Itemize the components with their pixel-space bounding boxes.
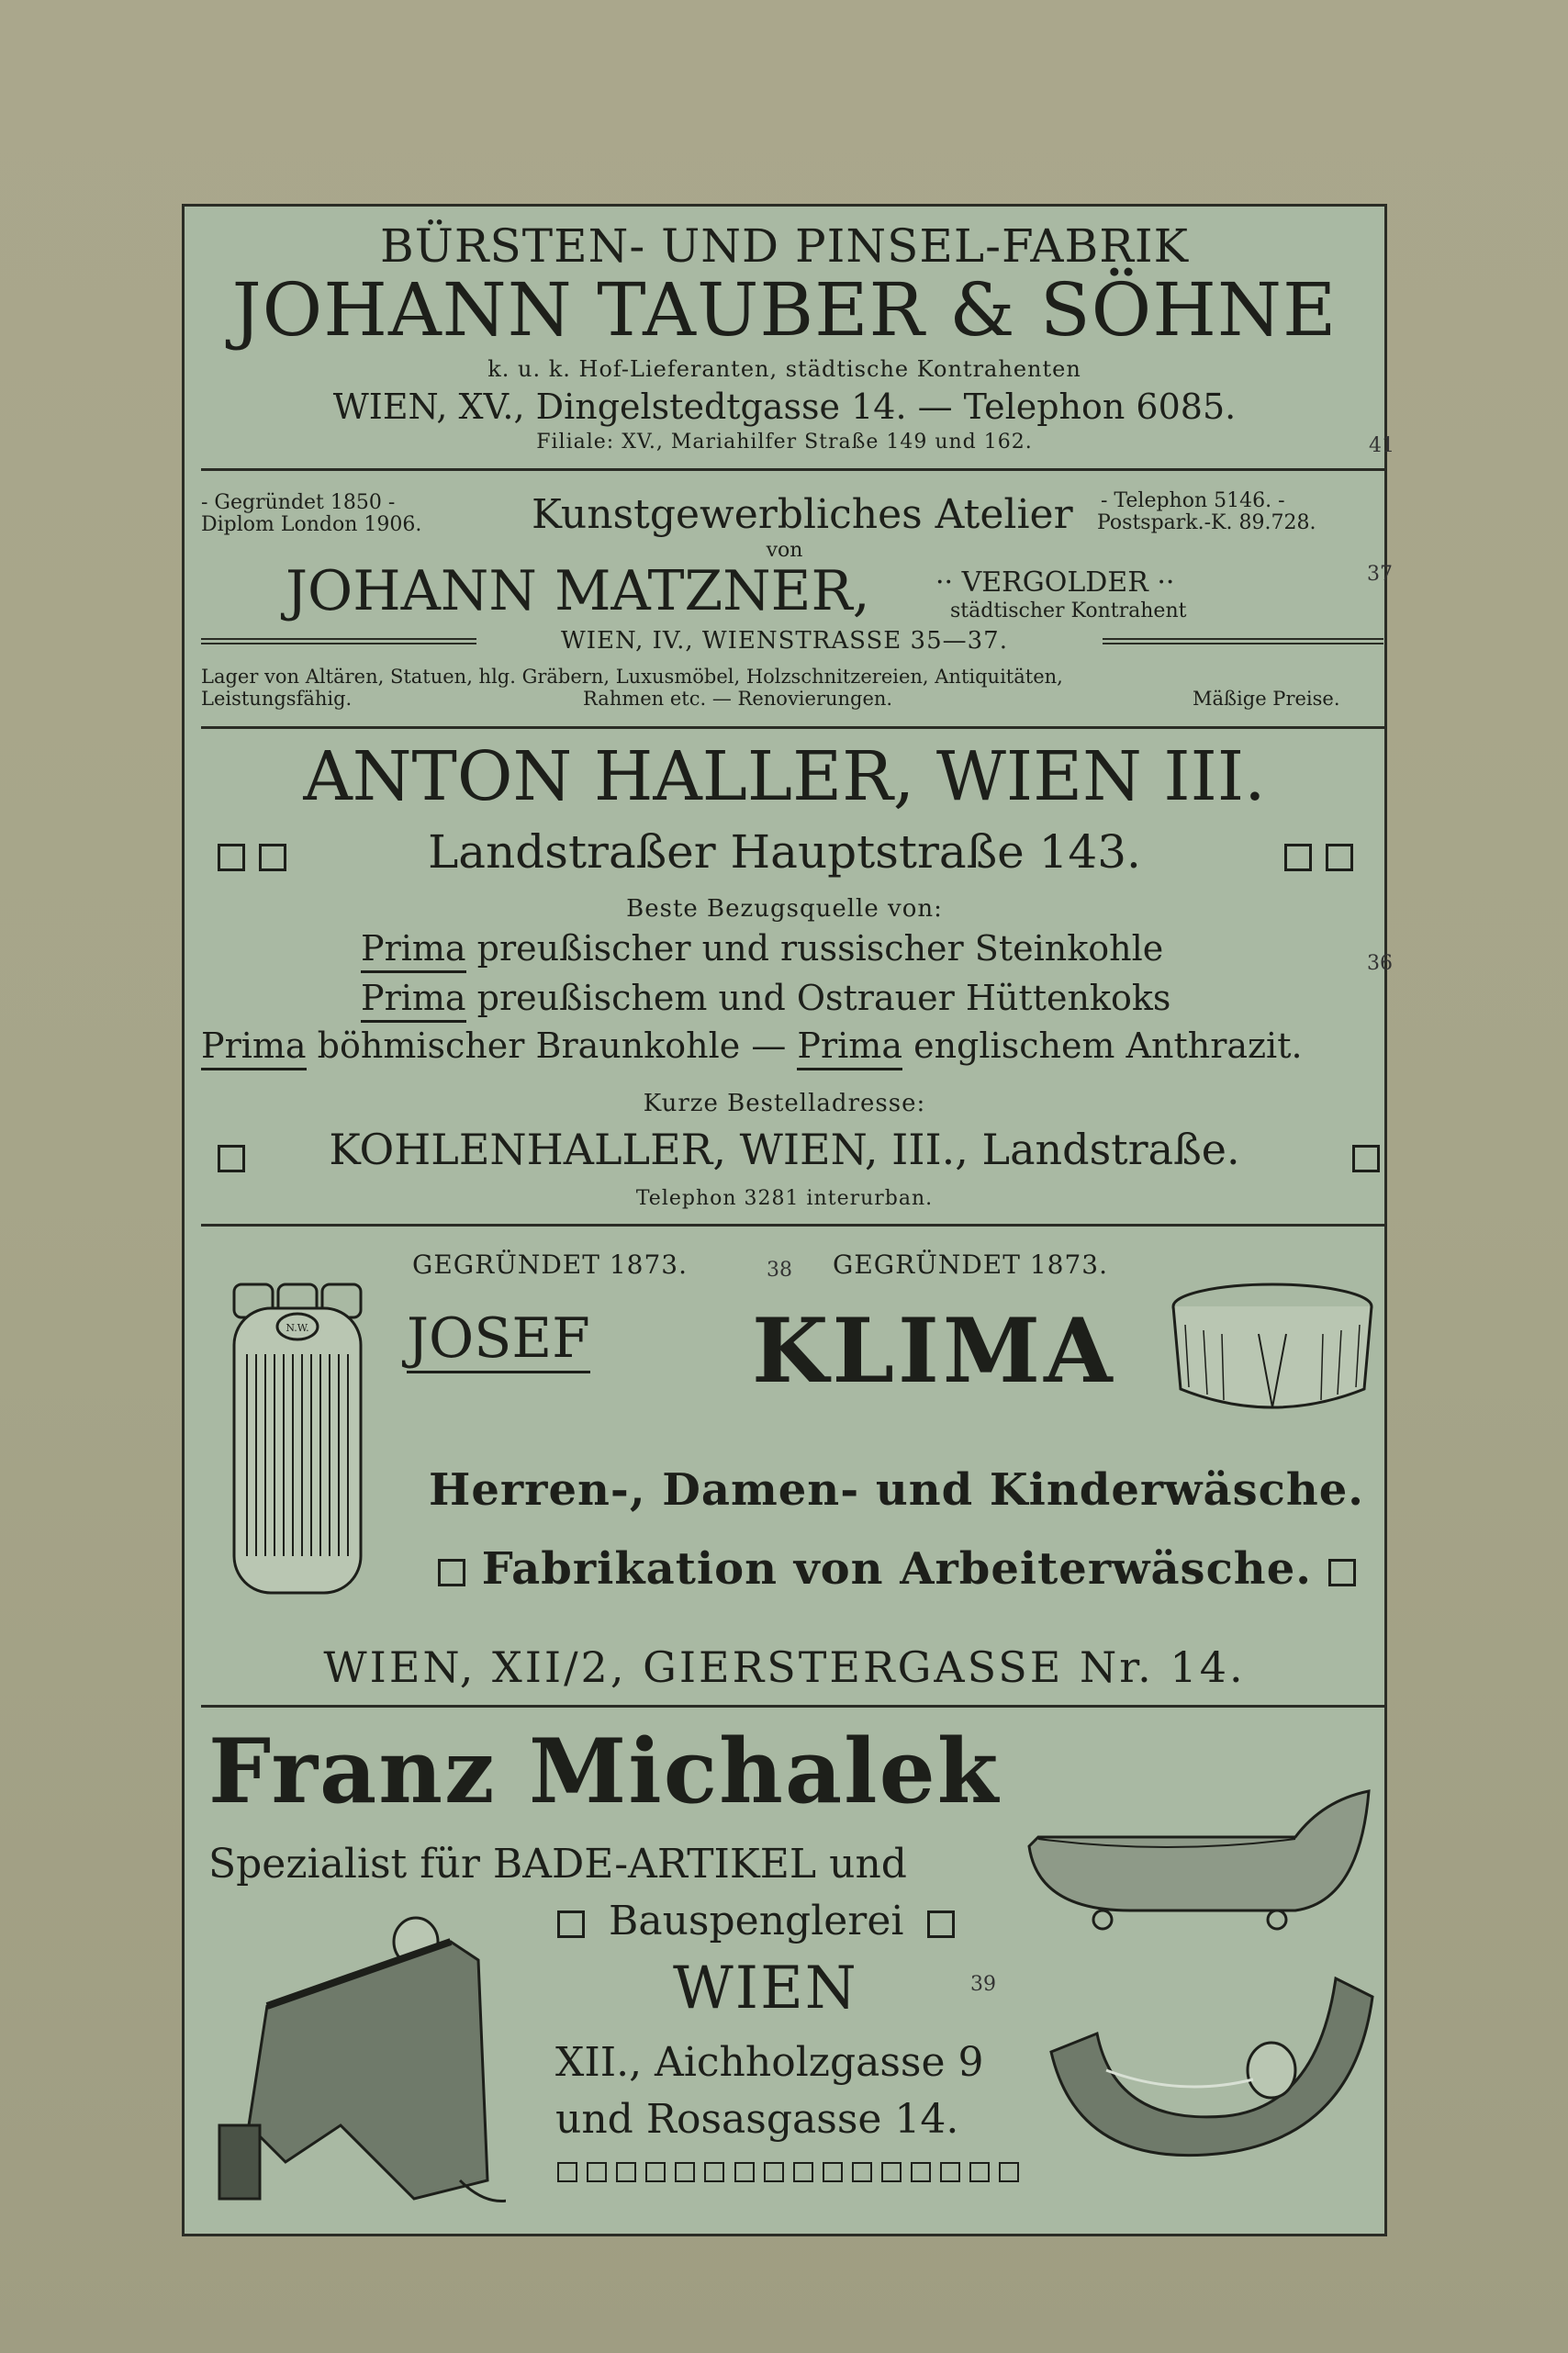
klima-number: 38 — [767, 1259, 792, 1282]
michalek-number: 39 — [970, 1973, 996, 1996]
matzner-diploma: Diplom London 1906. — [201, 513, 422, 536]
square-ornament-icon — [927, 1910, 955, 1938]
square-ornament-icon — [734, 2162, 755, 2182]
haller-address: Landstraßer Hauptstraße 143. — [428, 825, 1141, 879]
michalek-addr1: XII., Aichholzgasse 9 — [555, 2039, 984, 2086]
michalek-line2: Bauspenglerei — [609, 1898, 904, 1944]
boiler-illustration — [230, 1281, 368, 1602]
square-ornament-icon — [675, 2162, 695, 2182]
square-ornament-icon — [557, 1910, 585, 1938]
haller-box-right — [1352, 1145, 1380, 1172]
sitz-bath-illustration — [212, 1905, 506, 2217]
square-ornament-icon — [438, 1559, 465, 1586]
prima-label: Prima — [201, 1025, 307, 1070]
square-ornament-icon — [999, 2162, 1019, 2182]
matzner-name: JOHANN MATZNER, — [286, 559, 870, 623]
matzner-trade: ·· VERGOLDER ·· — [935, 566, 1175, 599]
advertisement-frame — [182, 204, 1394, 2236]
tauber-line1: BÜRSTEN- UND PINSEL-FABRIK — [380, 219, 1189, 273]
bathtub-illustration — [1020, 1773, 1378, 1938]
haller-line1-text: preußischer und russischer Steinkohle — [476, 928, 1164, 969]
haller-line2 — [361, 978, 1170, 1018]
matzner-title: Kunstgewerbliches Atelier — [532, 491, 1073, 538]
boiler-badge-text: N.W. — [286, 1322, 309, 1334]
haller-name: ANTON HALLER, WIEN III. — [303, 737, 1266, 816]
square-ornament-icon — [881, 2162, 902, 2182]
klima-line2: Fabrikation von Arbeiterwäsche. — [481, 1543, 1312, 1595]
collar-illustration — [1167, 1279, 1378, 1426]
haller-boxes-right — [1284, 844, 1353, 871]
divider — [201, 468, 1385, 471]
square-ornament-icon — [616, 2162, 636, 2182]
square-ornament-icon — [852, 2162, 872, 2182]
haller-kohlen: KOHLENHALLER, WIEN, III., Landstraße. — [329, 1125, 1240, 1174]
michalek-box-row — [557, 2162, 1019, 2182]
matzner-postspark: Postspark.-K. 89.728. — [1097, 511, 1316, 534]
klima-founded-right: GEGRÜNDET 1873. — [833, 1249, 1108, 1280]
square-ornament-icon — [1328, 1559, 1356, 1586]
matzner-trade-sub: städtischer Kontrahent — [950, 599, 1187, 622]
michalek-city: WIEN — [673, 1955, 858, 2022]
tauber-name: JOHANN TAUBER & SÖHNE — [231, 267, 1338, 353]
square-ornament-icon — [764, 2162, 784, 2182]
matzner-telephon: - Telephon 5146. - — [1101, 489, 1285, 512]
haller-line3a-text: böhmischer Braunkohle — — [317, 1025, 787, 1066]
haller-line3b-text: englischem Anthrazit. — [913, 1025, 1303, 1066]
divider — [201, 1705, 1385, 1708]
square-ornament-icon — [704, 2162, 724, 2182]
tauber-line5: Filiale: XV., Mariahilfer Straße 149 und 162. — [536, 431, 1033, 454]
divider — [201, 726, 1385, 729]
klima-line1: Herren-, Damen- und Kinderwäsche. — [429, 1464, 1364, 1516]
haller-line2-text: preußischem und Ostrauer Hüttenkoks — [476, 978, 1171, 1018]
matzner-number: 37 — [1367, 563, 1393, 586]
klima-line2-row — [438, 1543, 1356, 1595]
tauber-number: 41 — [1369, 434, 1394, 457]
prima-label: Prima — [361, 978, 466, 1023]
matzner-founded: - Gegründet 1850 - — [201, 491, 396, 514]
prima-label: Prima — [797, 1025, 902, 1070]
divider — [201, 1224, 1385, 1227]
rocking-bath-illustration — [1042, 1969, 1382, 2180]
matzner-von: von — [766, 539, 803, 562]
matzner-leistung: Leistungsfähig. — [201, 688, 353, 710]
matzner-rahmen: Rahmen etc. — Renovierungen. — [583, 688, 893, 710]
prima-label: Prima — [361, 928, 466, 973]
square-ornament-icon — [823, 2162, 843, 2182]
michalek-line2-row — [557, 1898, 955, 1944]
haller-tel: Telephon 3281 interurban. — [635, 1187, 934, 1210]
haller-line1 — [361, 928, 1163, 969]
square-ornament-icon — [1284, 844, 1312, 871]
square-ornament-icon — [557, 2162, 577, 2182]
square-ornament-icon — [645, 2162, 666, 2182]
klima-address: WIEN, XII/2, GIERSTERGASSE Nr. 14. — [323, 1642, 1246, 1692]
tauber-line4: WIEN, XV., Dingelstedtgasse 14. — Telephon 6085. — [332, 387, 1237, 427]
haller-line3 — [201, 1025, 1303, 1066]
klima-first-name: JOSEF — [407, 1306, 590, 1373]
haller-kurze: Kurze Bestelladresse: — [643, 1090, 926, 1117]
tauber-line3: k. u. k. Hof-Lieferanten, städtische Kontrahenten — [487, 356, 1081, 382]
matzner-preise: Mäßige Preise. — [1193, 688, 1340, 710]
klima-founded-left: GEGRÜNDET 1873. — [412, 1249, 688, 1280]
square-ornament-icon — [911, 2162, 931, 2182]
square-ornament-icon — [1326, 844, 1353, 871]
haller-beste: Beste Bezugsquelle von: — [626, 895, 943, 923]
michalek-addr2: und Rosasgasse 14. — [555, 2096, 959, 2143]
michalek-line1: Spezialist für BADE-ARTIKEL und — [208, 1841, 907, 1888]
haller-number: 36 — [1367, 952, 1393, 975]
double-rule-right — [1103, 638, 1383, 644]
klima-last-name: KLIMA — [752, 1299, 1116, 1403]
square-ornament-icon — [587, 2162, 607, 2182]
michalek-name: Franz Michalek — [208, 1720, 1001, 1823]
square-ornament-icon — [1352, 1145, 1380, 1172]
square-ornament-icon — [793, 2162, 813, 2182]
square-ornament-icon — [940, 2162, 960, 2182]
matzner-lager: Lager von Altären, Statuen, hlg. Gräbern, Luxusmöbel, Holzschnitzereien, Antiquitäten, — [201, 666, 1063, 688]
square-ornament-icon — [969, 2162, 990, 2182]
matzner-address: WIEN, IV., WIENSTRASSE 35—37. — [561, 627, 1008, 655]
